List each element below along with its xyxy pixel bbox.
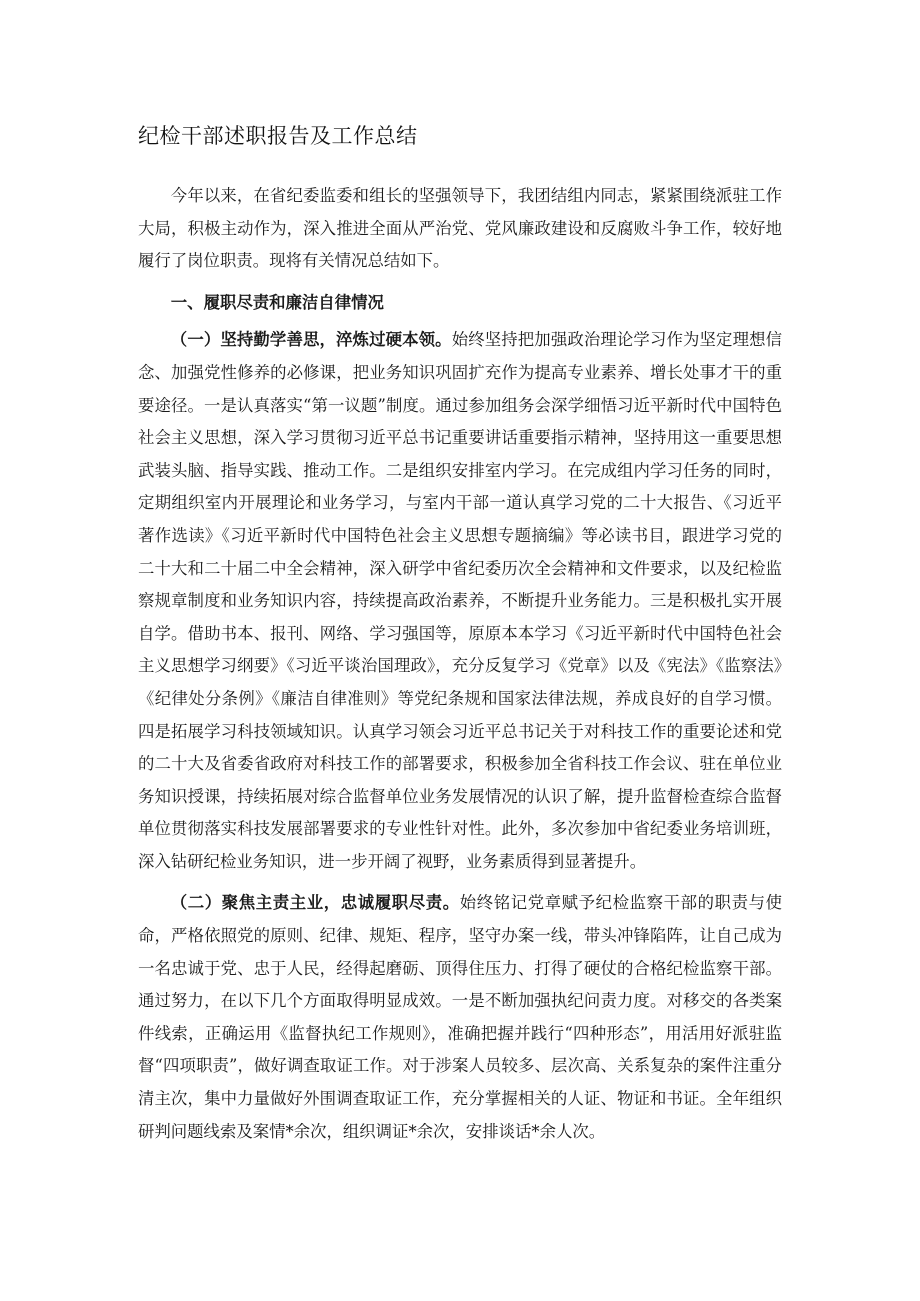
document-page — [138, 118, 782, 1157]
paragraph-study — [138, 324, 782, 878]
paragraph-study-body: 始终坚持把加强政治理论学习作为坚定理想信念、加强党性修养的必修课，把业务知识巩固扩充作为提高专业素养、增长处事才干的重要途径。一是认真落实“第一议题”制度。通过参加组务会深学细悟习近平新时代中国特色社会主义思想，深入学习贯彻习近平总书记重要讲话重要指示精神，坚持用这一重要思想武装头脑、指导实践、推动工作。二是组织安排室内学习。在完成组内学习任务的同时，定期组织室内开展理论和业务学习，与室内干部一道认真学习党的二十大报告、《习近平著作选读》《习近平新时代中国特色社会主义思想专题摘编》等必读书目，跟进学习党的二十大和二十届二中全会精神，深入研学中省纪委历次全会精神和文件要求，以及纪检监察规章制度和业务知识内容，持续提高政治素养，不断提升业务能力。三是积极扎实开展自学。借助书本、报刊、网络、学习强国等，原原本本学习《习近平新时代中国特色社会主义思想学习纲要》《习近平谈治国理政》，充分反复学习《党章》以及《宪法》《监察法》《纪律处分条例》《廉洁自律准则》等党纪条规和国家法律法规，养成良好的自学习惯。四是拓展学习科技领域知识。认真学习领会习近平总书记关于对科技工作的重要论述和党的二十大及省委省政府对科技工作的部署要求，积极参加全省科技工作会议、驻在单位业务知识授课，持续拓展对综合监督单位业务发展情况的认识了解，提升监督检查综合监督单位贯彻落实科技发展部署要求的专业性针对性。此外，多次参加中省纪委业务培训班，深入钻研纪检业务知识，进一步开阔了视野，业务素质得到显著提升。 — [138, 330, 783, 871]
paragraph-study-lead: （一）坚持勤学善思，淬炼过硬本领。 — [170, 330, 452, 350]
document-title: 纪检干部述职报告及工作总结 — [138, 124, 418, 148]
section-heading: 一、履职尽责和廉洁自律情况 — [170, 292, 384, 312]
paragraph-duty-lead: （二）聚焦主责主业，忠诚履职尽责。 — [170, 893, 460, 913]
intro-paragraph: 今年以来，在省纪委监委和组长的坚强领导下，我团结组内同志，紧紧围绕派驻工作大局，积极主动作为，深入推进全面从严治党、党风廉政建设和反腐败斗争工作，较好地履行了岗位职责。现将有关情况总结如下。 — [138, 186, 782, 271]
paragraph-duty-body: 始终铭记党章赋予纪检监察干部的职责与使命，严格依照党的原则、纪律、规矩、程序，坚守办案一线，带头冲锋陷阵，让自己成为一名忠诚于党、忠于人民，经得起磨砺、顶得住压力、打得了硬仗的合格纪检监察干部。通过努力，在以下几个方面取得明显成效。一是不断加强执纪问责力度。对移交的各类案件线索，正确运用《监督执纪工作规则》，准确把握并践行“四种形态”，用活用好派驻监督“四项职责”，做好调查取证工作。对于涉案人员较多、层次高、关系复杂的案件注重分清主次，集中力量做好外围调查取证工作，充分掌握相关的人证、物证和书证。全年组织研判问题线索及案情*余次，组织调证*余次，安排谈话*余人次。 — [138, 893, 783, 1141]
paragraph-duty — [138, 887, 782, 1148]
